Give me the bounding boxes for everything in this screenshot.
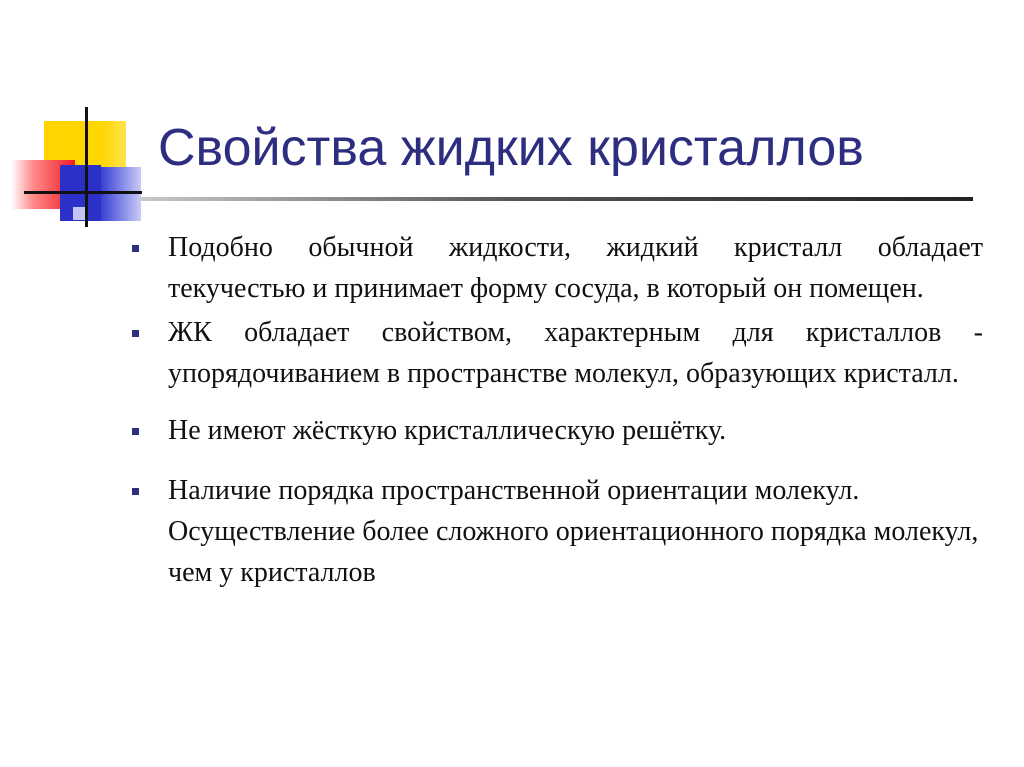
decor-horizontal-line — [24, 191, 142, 194]
list-item — [128, 410, 983, 451]
slide-title: Свойства жидких кристаллов — [158, 119, 864, 177]
decor-vertical-line — [85, 107, 88, 227]
list-item-text: Подобно обычной жидкости, жидкий кристалл обладает текучестью и принимает форму сосуда, в который он помещен. — [168, 232, 983, 304]
bullet-list — [128, 227, 983, 593]
list-item-text: Наличие порядка пространственной ориентации молекул. Осуществление более сложного ориентационного порядка молекул, чем у кристаллов — [168, 475, 979, 588]
bullet-square-icon — [132, 488, 139, 495]
bullet-square-icon — [132, 330, 139, 337]
list-item — [128, 470, 983, 593]
list-item-text: Не имеют жёсткую кристаллическую решётку. — [168, 415, 727, 446]
list-item — [128, 227, 983, 309]
list-item — [128, 312, 983, 394]
bullet-square-icon — [132, 245, 139, 252]
list-item-text: ЖК обладает свойством, характерным для кристаллов - упорядочиванием в пространстве молекул, образующих кристалл. — [168, 317, 983, 389]
title-underline — [140, 197, 973, 201]
bullet-square-icon — [132, 428, 139, 435]
decor-light-blue-block — [101, 167, 141, 221]
